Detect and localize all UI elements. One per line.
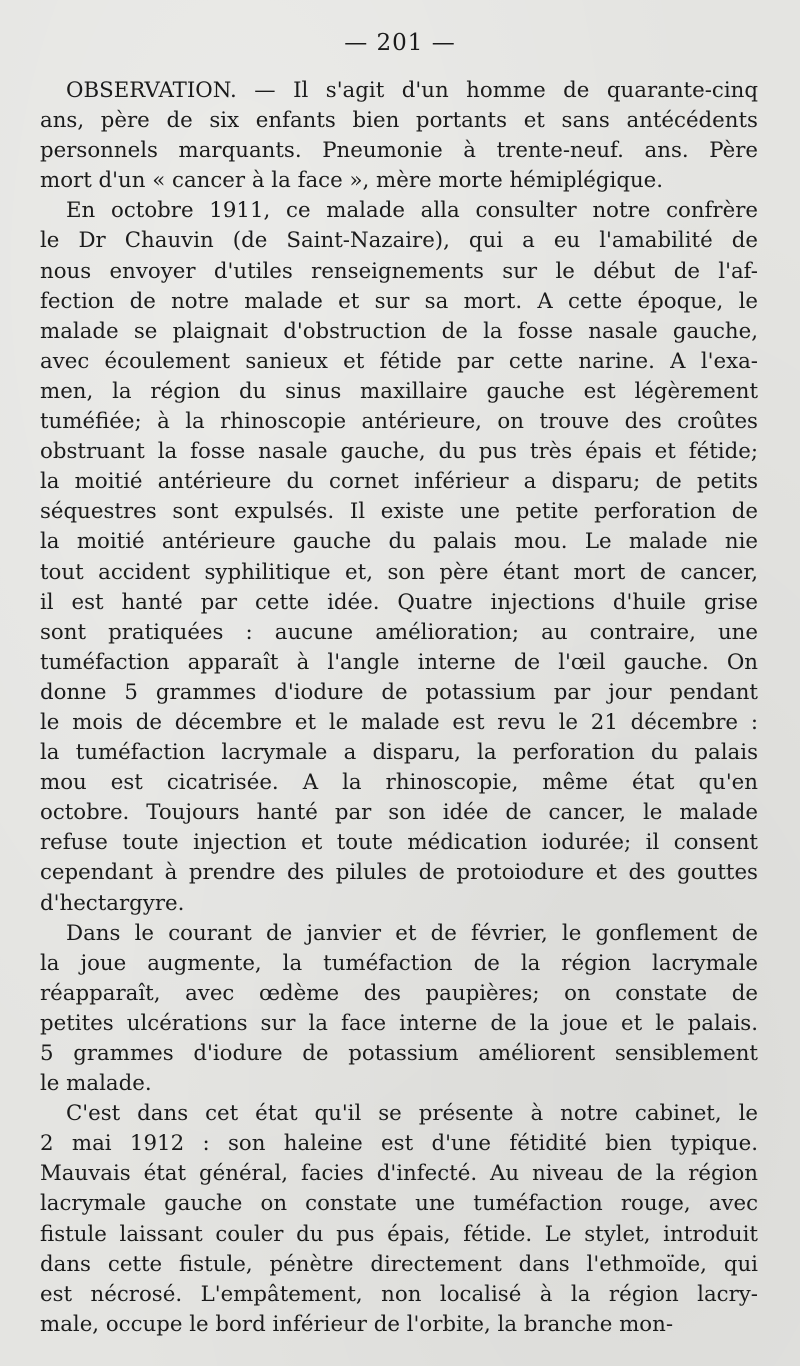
text-line: male, occupe le bord inférieur de l'orbite, la branche mon- [40, 1311, 674, 1337]
paragraph [40, 1099, 758, 1340]
text-line: tuméfiée; à la rhinoscopie antérieure, on trouve des croûtes [40, 409, 758, 435]
text-line: d'hectargyre. [40, 890, 185, 916]
text-line: mort d'un « cancer à la face », mère morte hémiplégique. [40, 168, 664, 194]
text-line: nous envoyer d'utiles renseignements sur le début de l'af- [40, 258, 758, 284]
text-line: séquestres sont expulsés. Il existe une petite perforation de [40, 499, 758, 525]
text-line: tuméfaction apparaît à l'angle interne de l'œil gauche. On [40, 649, 758, 675]
text-line: malade se plaignait d'obstruction de la fosse nasale gauche, [40, 318, 758, 344]
text-line: ans, père de six enfants bien portants et sans antécédents [40, 108, 758, 134]
text-line: 5 grammes d'iodure de potassium améliorent sensiblement [40, 1041, 758, 1066]
text-line: petites ulcérations sur la face interne de la joue et le palais. [40, 1010, 758, 1036]
text-line: Dans le courant de janvier et de février, le gonflement de [66, 920, 758, 946]
text-line: C'est dans cet état qu'il se présente à notre cabinet, le [66, 1101, 758, 1127]
text-line: la tuméfaction lacrymale a disparu, la perforation du palais [40, 740, 758, 766]
text-line: OBSERVATION. — Il s'agit d'un homme de quarante-cinq [66, 78, 758, 103]
text-line: avec écoulement sanieux et fétide par cette narine. A l'exa- [40, 348, 758, 374]
text-line: donne 5 grammes d'iodure de potassium par jour pendant [40, 679, 758, 705]
paragraph [40, 919, 758, 1100]
text-line: le mois de décembre et le malade est revu le 21 décembre : [40, 709, 758, 735]
text-line: personnels marquants. Pneumonie à trente-neuf. ans. Père [40, 138, 758, 164]
text-line: dans cette fistule, pénètre directement dans l'ethmoïde, qui [40, 1251, 758, 1277]
paragraph [40, 196, 758, 918]
text-line: mou est cicatrisée. A la rhinoscopie, même état qu'en [40, 770, 758, 796]
text-line: cependant à prendre des pilules de protoiodure et des gouttes [40, 860, 758, 886]
text-line: En octobre 1911, ce malade alla consulter notre confrère [66, 198, 758, 224]
text-line: 2 mai 1912 : son haleine est d'une fétidité bien typique. [40, 1131, 758, 1157]
text-line: sont pratiquées : aucune amélioration; au contraire, une [40, 619, 758, 645]
text-line: la moitié antérieure gauche du palais mou. Le malade nie [40, 529, 758, 555]
text-line: il est hanté par cette idée. Quatre injections d'huile grise [40, 589, 758, 615]
page-number: — 201 — [344, 30, 456, 56]
text-line: obstruant la fosse nasale gauche, du pus très épais et fétide; [40, 439, 758, 465]
text-line: fection de notre malade et sur sa mort. A cette époque, le [40, 288, 758, 314]
paragraph [40, 76, 758, 196]
text-line: fistule laissant couler du pus épais, fétide. Le stylet, introduit [40, 1221, 758, 1247]
text-line: réapparaît, avec œdème des paupières; on constate de [40, 980, 758, 1006]
text-line: la moitié antérieure du cornet inférieur a disparu; de petits [40, 469, 758, 495]
text-line: tout accident syphilitique et, son père étant mort de cancer, [40, 559, 758, 585]
text-line: men, la région du sinus maxillaire gauche est légèrement [40, 378, 758, 404]
text-line: Mauvais état général, facies d'infecté. Au niveau de la région [40, 1161, 758, 1187]
body-text [40, 76, 758, 1340]
text-line: le malade. [40, 1071, 152, 1097]
text-line: refuse toute injection et toute médication iodurée; il consent [40, 830, 758, 856]
text-line: la joue augmente, la tuméfaction de la région lacrymale [40, 950, 758, 976]
text-line: octobre. Toujours hanté par son idée de cancer, le malade [40, 800, 758, 826]
text-line: est nécrosé. L'empâtement, non localisé à la région lacry- [40, 1281, 758, 1307]
text-line: lacrymale gauche on constate une tuméfaction rouge, avec [40, 1191, 758, 1217]
text-line: le Dr Chauvin (de Saint-Nazaire), qui a eu l'amabilité de [40, 228, 758, 254]
